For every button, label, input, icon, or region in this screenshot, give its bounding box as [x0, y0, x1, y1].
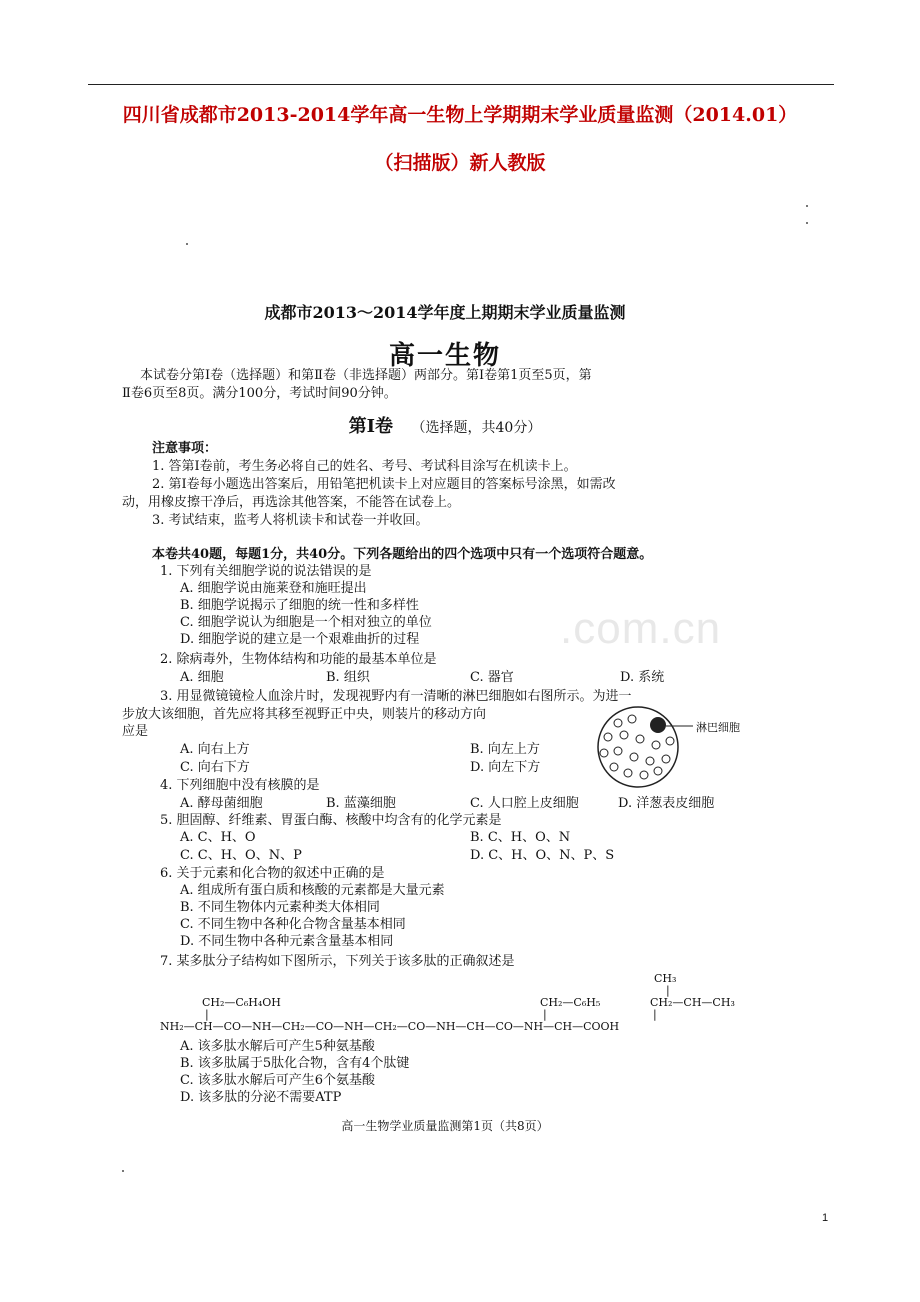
- scan-speck: [806, 222, 808, 224]
- q7-option-d: D. 该多肽的分泌不需要ATP: [180, 1090, 342, 1105]
- q6-option-d: D. 不同生物中各种元素含量基本相同: [180, 934, 394, 949]
- microscope-field-diagram: [588, 705, 768, 790]
- intro-line2: Ⅱ卷6页至8页。满分100分，考试时间90分钟。: [122, 386, 397, 401]
- q4-stem: 4. 下列细胞中没有核膜的是: [160, 778, 320, 793]
- q3-option-c: C. 向右下方: [180, 760, 250, 775]
- q7-bond1: |: [205, 1008, 209, 1021]
- q7-side3-top-bond: |: [666, 984, 670, 997]
- figure-label-lymphocyte: 淋巴细胞: [696, 721, 740, 734]
- instructions: 本卷共40题，每题1分，共40分。下列各题给出的四个选项中只有一个选项符合题意。: [152, 547, 653, 562]
- intro-line1: 本试卷分第Ⅰ卷（选择题）和第Ⅱ卷（非选择题）两部分。第Ⅰ卷第1页至5页，第: [140, 368, 592, 383]
- exam-heading: 成都市2013～2014学年度上期期末学业质量监测: [264, 303, 626, 322]
- microscope-field-figure: [588, 705, 768, 794]
- q6-option-c: C. 不同生物中各种化合物含量基本相同: [180, 917, 406, 932]
- q3-option-a: A. 向右上方: [180, 742, 250, 757]
- notice-heading: 注意事项：: [152, 441, 218, 456]
- scan-speck: [186, 243, 188, 245]
- section-title: 第Ⅰ卷: [348, 416, 394, 437]
- scan-speck: [122, 1170, 124, 1172]
- q2-option-a: A. 细胞: [180, 670, 224, 685]
- notice-item2-line1: 2. 第Ⅰ卷每小题选出答案后，用铅笔把机读卡上对应题目的答案标号涂黑，如需改: [152, 477, 616, 492]
- q2-stem: 2. 除病毒外，生物体结构和功能的最基本单位是: [160, 652, 437, 667]
- q2-option-d: D. 系统: [620, 670, 665, 685]
- page-caption: 高一生物学业质量监测第1页（共8页）: [341, 1119, 549, 1133]
- q6-option-a: A. 组成所有蛋白质和核酸的元素都是大量元素: [180, 883, 445, 898]
- q7-bond2: |: [543, 1008, 547, 1021]
- q7-option-c: C. 该多肽水解后可产生6个氨基酸: [180, 1073, 376, 1088]
- lymphocyte-cell: [650, 717, 666, 733]
- section-header: [120, 412, 770, 438]
- watermark: .com.cn: [560, 604, 722, 653]
- q7-option-a: A. 该多肽水解后可产生5种氨基酸: [180, 1039, 375, 1054]
- q7-side3-top: CH₃: [654, 972, 677, 985]
- q7-stem: 7. 某多肽分子结构如下图所示，下列关于该多肽的正确叙述是: [160, 954, 515, 969]
- q6-stem: 6. 关于元素和化合物的叙述中正确的是: [160, 866, 385, 881]
- q1-stem: 1. 下列有关细胞学说的说法错误的是: [160, 564, 372, 579]
- q4-option-c: C. 人口腔上皮细胞: [470, 796, 579, 811]
- q1-option-a: A. 细胞学说由施莱登和施旺提出: [180, 581, 367, 596]
- q1-option-c: C. 细胞学说认为细胞是一个相对独立的单位: [180, 615, 432, 630]
- notice-item1: 1. 答第Ⅰ卷前，考生务必将自己的姓名、考号、考试科目涂写在机读卡上。: [152, 459, 577, 474]
- q3-stem-line2: 步放大该细胞，首先应将其移至视野正中央，则装片的移动方向: [122, 707, 487, 722]
- notice-item2-line2: 动，用橡皮擦干净后，再选涂其他答案，不能答在试卷上。: [122, 495, 461, 510]
- section-note: （选择题，共40分）: [411, 420, 542, 436]
- q7-side3: CH₂—CH—CH₃: [650, 996, 735, 1009]
- exam-subject: 高一生物: [388, 341, 501, 371]
- document-title-line1: 四川省成都市2013-2014学年高一生物上学期期末学业质量监测（2014.01）: [122, 104, 798, 126]
- q2-option-b: B. 组织: [326, 670, 370, 685]
- top-rule: [88, 84, 834, 85]
- q5-option-b: B. C、H、O、N: [470, 830, 571, 845]
- q1-option-b: B. 细胞学说揭示了细胞的统一性和多样性: [180, 598, 419, 613]
- document-title-line2: （扫描版）新人教版: [374, 152, 546, 174]
- q7-bond3: |: [653, 1008, 657, 1021]
- q3-option-b: B. 向左上方: [470, 742, 540, 757]
- q6-option-b: B. 不同生物体内元素种类大体相同: [180, 900, 380, 915]
- q5-option-c: C. C、H、O、N、P: [180, 848, 302, 863]
- q3-option-d: D. 向左下方: [470, 760, 541, 775]
- q5-option-a: A. C、H、O: [180, 830, 256, 845]
- q4-option-a: A. 酵母菌细胞: [180, 796, 263, 811]
- notice-item3: 3. 考试结束，监考人将机读卡和试卷一并收回。: [152, 513, 429, 528]
- q2-option-c: C. 器官: [470, 670, 514, 685]
- q7-side1: CH₂—C₆H₄OH: [202, 996, 281, 1009]
- q3-stem-line1: 3. 用显微镜镜检人血涂片时，发现视野内有一清晰的淋巴细胞如右图所示。为进一: [160, 689, 632, 704]
- q7-main-chain: NH₂—CH—CO—NH—CH₂—CO—NH—CH₂—CO—NH—CH—CO—NH—CH—COOH: [160, 1020, 620, 1033]
- scan-speck: [806, 205, 808, 207]
- q7-side2: CH₂—C₆H₅: [540, 996, 601, 1009]
- q1-option-d: D. 细胞学说的建立是一个艰难曲折的过程: [180, 632, 420, 647]
- q4-option-b: B. 蓝藻细胞: [326, 796, 396, 811]
- q3-stem-line3: 应是: [122, 724, 149, 739]
- q7-option-b: B. 该多肽属于5肽化合物，含有4个肽键: [180, 1056, 410, 1071]
- page-number: 1: [822, 1212, 829, 1224]
- q5-stem: 5. 胆固醇、纤维素、胃蛋白酶、核酸中均含有的化学元素是: [160, 813, 502, 828]
- q4-option-d: D. 洋葱表皮细胞: [618, 796, 715, 811]
- q5-option-d: D. C、H、O、N、P、S: [470, 848, 615, 863]
